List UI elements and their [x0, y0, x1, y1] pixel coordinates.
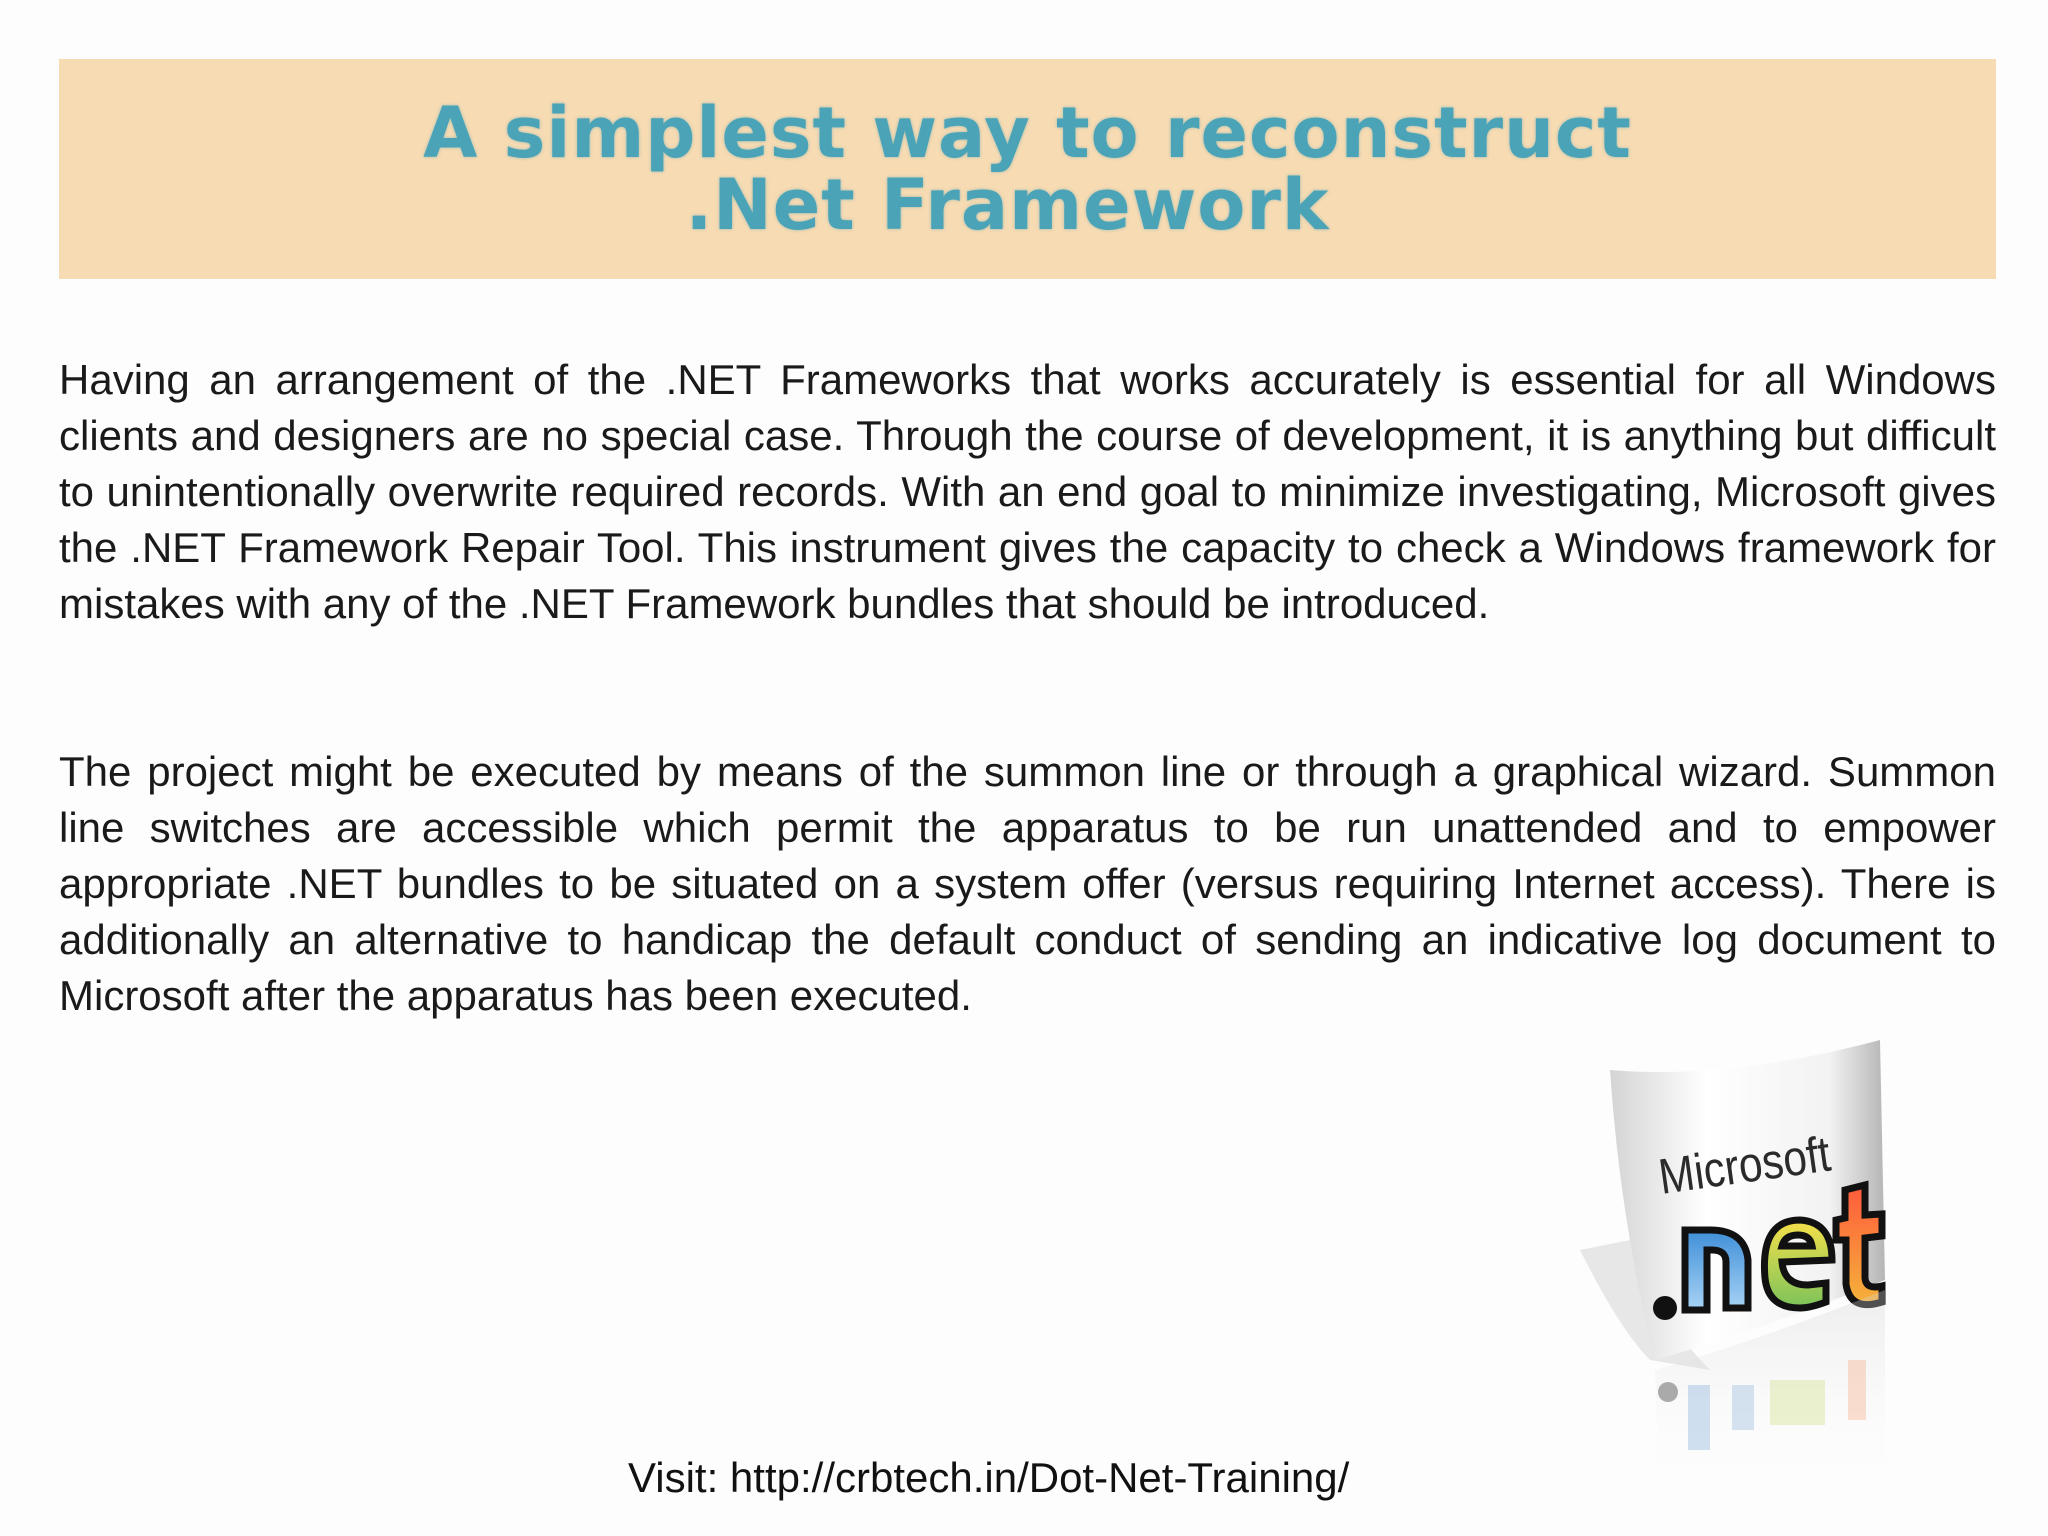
- microsoft-dotnet-logo-icon: [1560, 1040, 1920, 1500]
- paragraph-intro: Having an arrangement of the .NET Frameworks that works accurately is essential for all Windows clients and designers are no special case. Through the course of development, it is anything but difficult to unintentionally overwrite required records. With an end goal to minimize investigating, Microsoft gives the .NET Framework Repair Tool. This instrument gives the capacity to check a Windows framework for mistakes with any of the .NET Framework bundles that should be introduced.: [59, 356, 1996, 627]
- logo-brand-text: Microsoft: [1655, 1125, 1834, 1205]
- paragraph-usage: The project might be executed by means of the summon line or through a graphical wizard. Summon line switches are accessible which permit the apparatus to be run unattended and to empower appropriate .NET bundles to be situated on a system offer (versus requiring Internet access). There is additionally an alternative to handicap the default conduct of sending an indicative log document to Microsoft after the apparatus has been executed.: [59, 748, 1996, 1019]
- visit-url-text: Visit: http://crbtech.in/Dot-Net-Training/: [628, 1454, 1350, 1501]
- banner-title-line-2: .Net Framework: [685, 164, 1330, 246]
- banner-title-line-1: A simplest way to reconstruct: [423, 92, 1632, 174]
- title-banner: [59, 59, 1996, 279]
